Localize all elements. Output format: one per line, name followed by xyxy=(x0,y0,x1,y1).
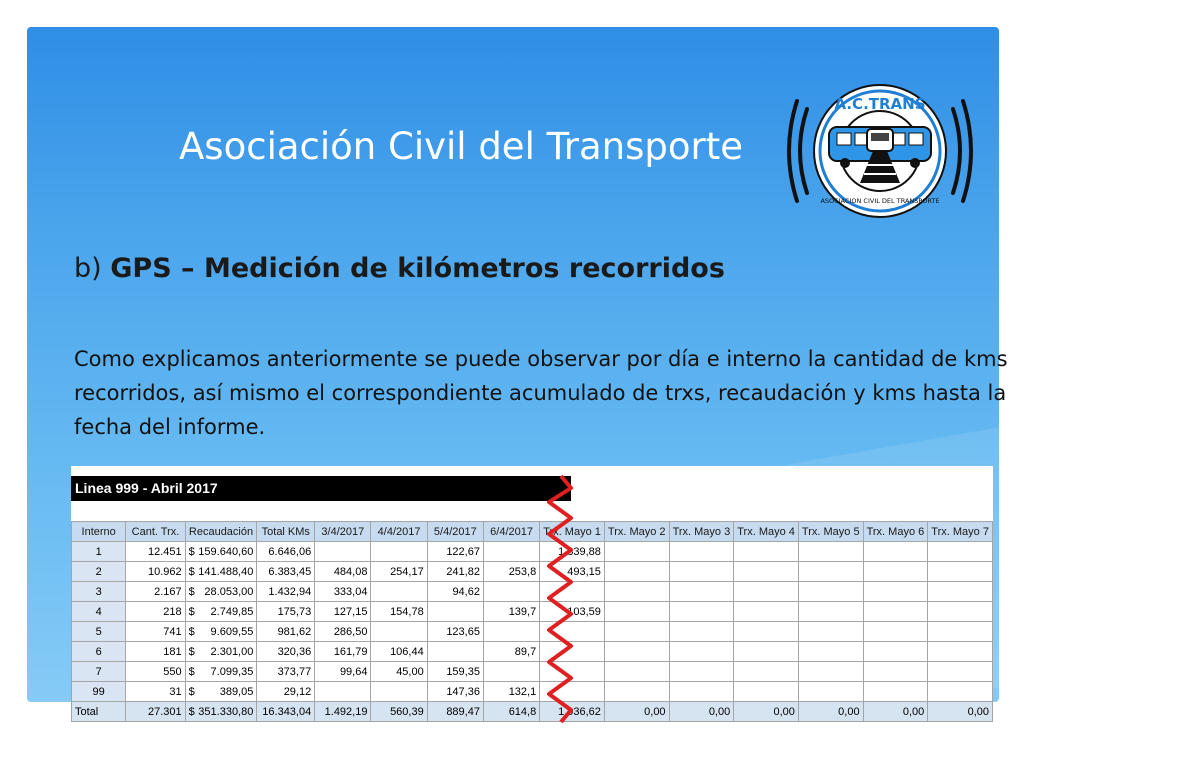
table-cell: 175,73 xyxy=(257,602,315,622)
table-cell xyxy=(798,542,863,562)
table-cell xyxy=(863,682,928,702)
amount-value: 2.749,85 xyxy=(210,605,254,618)
table-row xyxy=(72,602,993,622)
interno-cell: 1 xyxy=(72,542,126,562)
currency-symbol: $ xyxy=(188,705,195,718)
table-cell xyxy=(734,622,799,642)
table-cell: 99,64 xyxy=(315,662,371,682)
data-table xyxy=(71,521,993,722)
table-cell xyxy=(427,642,483,662)
section-heading xyxy=(74,253,725,284)
table-cell xyxy=(669,582,734,602)
table-cell xyxy=(483,622,539,642)
table-cell xyxy=(604,622,669,642)
currency-symbol: $ xyxy=(188,645,195,658)
table-cell: 181 xyxy=(126,642,185,662)
table-cell: 550 xyxy=(126,662,185,682)
interno-cell: 3 xyxy=(72,582,126,602)
table-cell: 123,65 xyxy=(427,622,483,642)
amount-value: 7.099,35 xyxy=(210,665,254,678)
table-cell xyxy=(863,622,928,642)
table-cell xyxy=(928,562,993,582)
table-cell: 139,7 xyxy=(483,602,539,622)
table-cell: 218 xyxy=(126,602,185,622)
table-cell: 45,00 xyxy=(371,662,427,682)
amount-value: 351.330,80 xyxy=(198,705,254,718)
column-header: Total KMs xyxy=(257,522,315,542)
interno-cell: 6 xyxy=(72,642,126,662)
table-cell xyxy=(604,642,669,662)
table-cell: 103,59 xyxy=(540,602,605,622)
table-cell: 1.492,19 xyxy=(315,702,371,722)
table-cell: 889,47 xyxy=(427,702,483,722)
currency-symbol: $ xyxy=(188,545,195,558)
table-cell: 1.936,62 xyxy=(540,702,605,722)
table-row xyxy=(72,662,993,682)
currency-symbol: $ xyxy=(188,665,195,678)
table-cell: 10.962 xyxy=(126,562,185,582)
table-cell: 132,1 xyxy=(483,682,539,702)
table-cell: 241,82 xyxy=(427,562,483,582)
table-cell: 320,36 xyxy=(257,642,315,662)
table-cell xyxy=(669,622,734,642)
table-cell: 31 xyxy=(126,682,185,702)
table-cell: 493,15 xyxy=(540,562,605,582)
table-cell xyxy=(669,602,734,622)
table-cell: 89,7 xyxy=(483,642,539,662)
table-cell xyxy=(483,542,539,562)
table-cell: 1.339,88 xyxy=(540,542,605,562)
column-header: Trx. Mayo 1 xyxy=(540,522,605,542)
table-cell: 106,44 xyxy=(371,642,427,662)
table-row xyxy=(72,682,993,702)
table-cell xyxy=(928,582,993,602)
actrans-logo xyxy=(785,79,975,224)
table-cell: 161,79 xyxy=(315,642,371,662)
currency-symbol: $ xyxy=(188,565,195,578)
table-cell xyxy=(798,622,863,642)
table-cell: 741 xyxy=(126,622,185,642)
table-cell xyxy=(540,682,605,702)
table-cell xyxy=(669,542,734,562)
table-cell xyxy=(371,582,427,602)
table-cell xyxy=(798,562,863,582)
recaudacion-cell xyxy=(185,622,257,642)
logo-title: A.C.TRANS xyxy=(834,95,926,113)
table-cell: 127,15 xyxy=(315,602,371,622)
table-cell xyxy=(371,682,427,702)
column-header: 4/4/2017 xyxy=(371,522,427,542)
table-cell: 0,00 xyxy=(669,702,734,722)
interno-cell: 7 xyxy=(72,662,126,682)
table-cell: 373,77 xyxy=(257,662,315,682)
interno-cell: 99 xyxy=(72,682,126,702)
table-cell xyxy=(483,582,539,602)
recaudacion-cell xyxy=(185,562,257,582)
table-cell xyxy=(863,542,928,562)
table-cell xyxy=(604,542,669,562)
interno-cell: 4 xyxy=(72,602,126,622)
table-cell xyxy=(798,682,863,702)
table-cell xyxy=(863,602,928,622)
table-cell: 560,39 xyxy=(371,702,427,722)
amount-value: 389,05 xyxy=(219,685,254,698)
table-cell xyxy=(604,582,669,602)
table-cell: 286,50 xyxy=(315,622,371,642)
interno-cell: 2 xyxy=(72,562,126,582)
table-cell xyxy=(798,582,863,602)
amount-value: 159.640,60 xyxy=(198,545,254,558)
table-cell xyxy=(427,602,483,622)
table-cell xyxy=(734,542,799,562)
column-header: Trx. Mayo 6 xyxy=(863,522,928,542)
table-cell: 154,78 xyxy=(371,602,427,622)
recaudacion-cell xyxy=(185,542,257,562)
table-cell xyxy=(928,602,993,622)
recaudacion-cell xyxy=(185,602,257,622)
table-cell xyxy=(928,542,993,562)
column-header: Trx. Mayo 3 xyxy=(669,522,734,542)
table-cell xyxy=(604,682,669,702)
section-prefix: b) xyxy=(74,253,111,284)
table-cell: 6.383,45 xyxy=(257,562,315,582)
spreadsheet-image xyxy=(71,466,993,724)
table-cell: 159,35 xyxy=(427,662,483,682)
table-cell: 16.343,04 xyxy=(257,702,315,722)
table-row xyxy=(72,582,993,602)
table-cell: 981,62 xyxy=(257,622,315,642)
table-cell xyxy=(604,602,669,622)
table-cell xyxy=(669,682,734,702)
table-cell xyxy=(928,682,993,702)
table-cell: 0,00 xyxy=(863,702,928,722)
table-cell: 484,08 xyxy=(315,562,371,582)
table-cell xyxy=(540,582,605,602)
table-cell xyxy=(734,562,799,582)
body-paragraph: Como explicamos anteriormente se puede observar por día e interno la cantidad de kms recorridos, así mismo el correspondiente acumulado de trxs, recaudación y kms hasta la fecha del informe. xyxy=(74,347,1008,439)
table-cell: 29,12 xyxy=(257,682,315,702)
table-cell: 0,00 xyxy=(798,702,863,722)
table-cell xyxy=(863,662,928,682)
table-cell xyxy=(604,562,669,582)
table-cell xyxy=(734,582,799,602)
table-cell xyxy=(669,662,734,682)
currency-symbol: $ xyxy=(188,685,195,698)
table-cell xyxy=(928,642,993,662)
table-cell: 6.646,06 xyxy=(257,542,315,562)
table-cell xyxy=(928,622,993,642)
table-cell xyxy=(604,662,669,682)
column-header: Trx. Mayo 2 xyxy=(604,522,669,542)
table-cell: 122,67 xyxy=(427,542,483,562)
column-header: 6/4/2017 xyxy=(483,522,539,542)
currency-symbol: $ xyxy=(188,625,195,638)
amount-value: 9.609,55 xyxy=(210,625,254,638)
table-cell: 147,36 xyxy=(427,682,483,702)
table-cell xyxy=(928,662,993,682)
table-cell xyxy=(315,682,371,702)
table-cell: 1.432,94 xyxy=(257,582,315,602)
table-cell xyxy=(371,622,427,642)
table-header-row xyxy=(72,522,993,542)
amount-value: 2.301,00 xyxy=(210,645,254,658)
recaudacion-cell xyxy=(185,642,257,662)
table-row xyxy=(72,622,993,642)
recaudacion-cell xyxy=(185,662,257,682)
column-header: Trx. Mayo 5 xyxy=(798,522,863,542)
logo-ring-text: ASOCIACION CIVIL DEL TRANSPORTE xyxy=(820,197,940,205)
table-cell: 0,00 xyxy=(604,702,669,722)
column-header: Recaudación xyxy=(185,522,257,542)
table-cell: 0,00 xyxy=(734,702,799,722)
table-cell xyxy=(540,622,605,642)
table-cell: 12.451 xyxy=(126,542,185,562)
table-cell xyxy=(863,582,928,602)
table-cell xyxy=(540,662,605,682)
amount-value: 28.053,00 xyxy=(204,585,254,598)
table-row xyxy=(72,562,993,582)
table-cell xyxy=(371,542,427,562)
table-cell xyxy=(798,642,863,662)
table-cell xyxy=(669,642,734,662)
table-cell xyxy=(669,562,734,582)
table-cell: 254,17 xyxy=(371,562,427,582)
table-row xyxy=(72,642,993,662)
interno-cell: 5 xyxy=(72,622,126,642)
table-cell: 614,8 xyxy=(483,702,539,722)
total-label-cell: Total xyxy=(72,702,126,722)
table-cell: 0,00 xyxy=(928,702,993,722)
table-cell xyxy=(734,662,799,682)
table-cell: 333,04 xyxy=(315,582,371,602)
column-header: Interno xyxy=(72,522,126,542)
currency-symbol: $ xyxy=(188,605,195,618)
table-cell xyxy=(315,542,371,562)
amount-value: 141.488,40 xyxy=(198,565,254,578)
table-row xyxy=(72,542,993,562)
table-cell xyxy=(798,602,863,622)
recaudacion-cell xyxy=(185,582,257,602)
table-cell xyxy=(483,662,539,682)
column-header: Trx. Mayo 7 xyxy=(928,522,993,542)
table-cell xyxy=(863,562,928,582)
currency-symbol: $ xyxy=(188,585,195,598)
table-cell xyxy=(734,602,799,622)
signal-waves-right-icon xyxy=(953,101,971,201)
section-heading-text: GPS – Medición de kilómetros recorridos xyxy=(110,253,725,284)
table-cell xyxy=(863,642,928,662)
column-header: Cant. Trx. xyxy=(126,522,185,542)
table-cell: 2.167 xyxy=(126,582,185,602)
slide xyxy=(27,27,1008,718)
table-cell xyxy=(734,682,799,702)
table-total-row xyxy=(72,702,993,722)
column-header: Trx. Mayo 4 xyxy=(734,522,799,542)
recaudacion-cell xyxy=(185,702,257,722)
table-cell xyxy=(798,662,863,682)
table-cell: 94,62 xyxy=(427,582,483,602)
table-cell: 253,8 xyxy=(483,562,539,582)
table-cell xyxy=(734,642,799,662)
column-header: 5/4/2017 xyxy=(427,522,483,542)
slide-title: Asociación Civil del Transporte xyxy=(179,125,743,168)
column-header: 3/4/2017 xyxy=(315,522,371,542)
spreadsheet-title: Linea 999 - Abril 2017 xyxy=(71,476,571,501)
table-cell xyxy=(540,642,605,662)
recaudacion-cell xyxy=(185,682,257,702)
signal-waves-left-icon xyxy=(789,101,807,201)
table-cell: 27.301 xyxy=(126,702,185,722)
